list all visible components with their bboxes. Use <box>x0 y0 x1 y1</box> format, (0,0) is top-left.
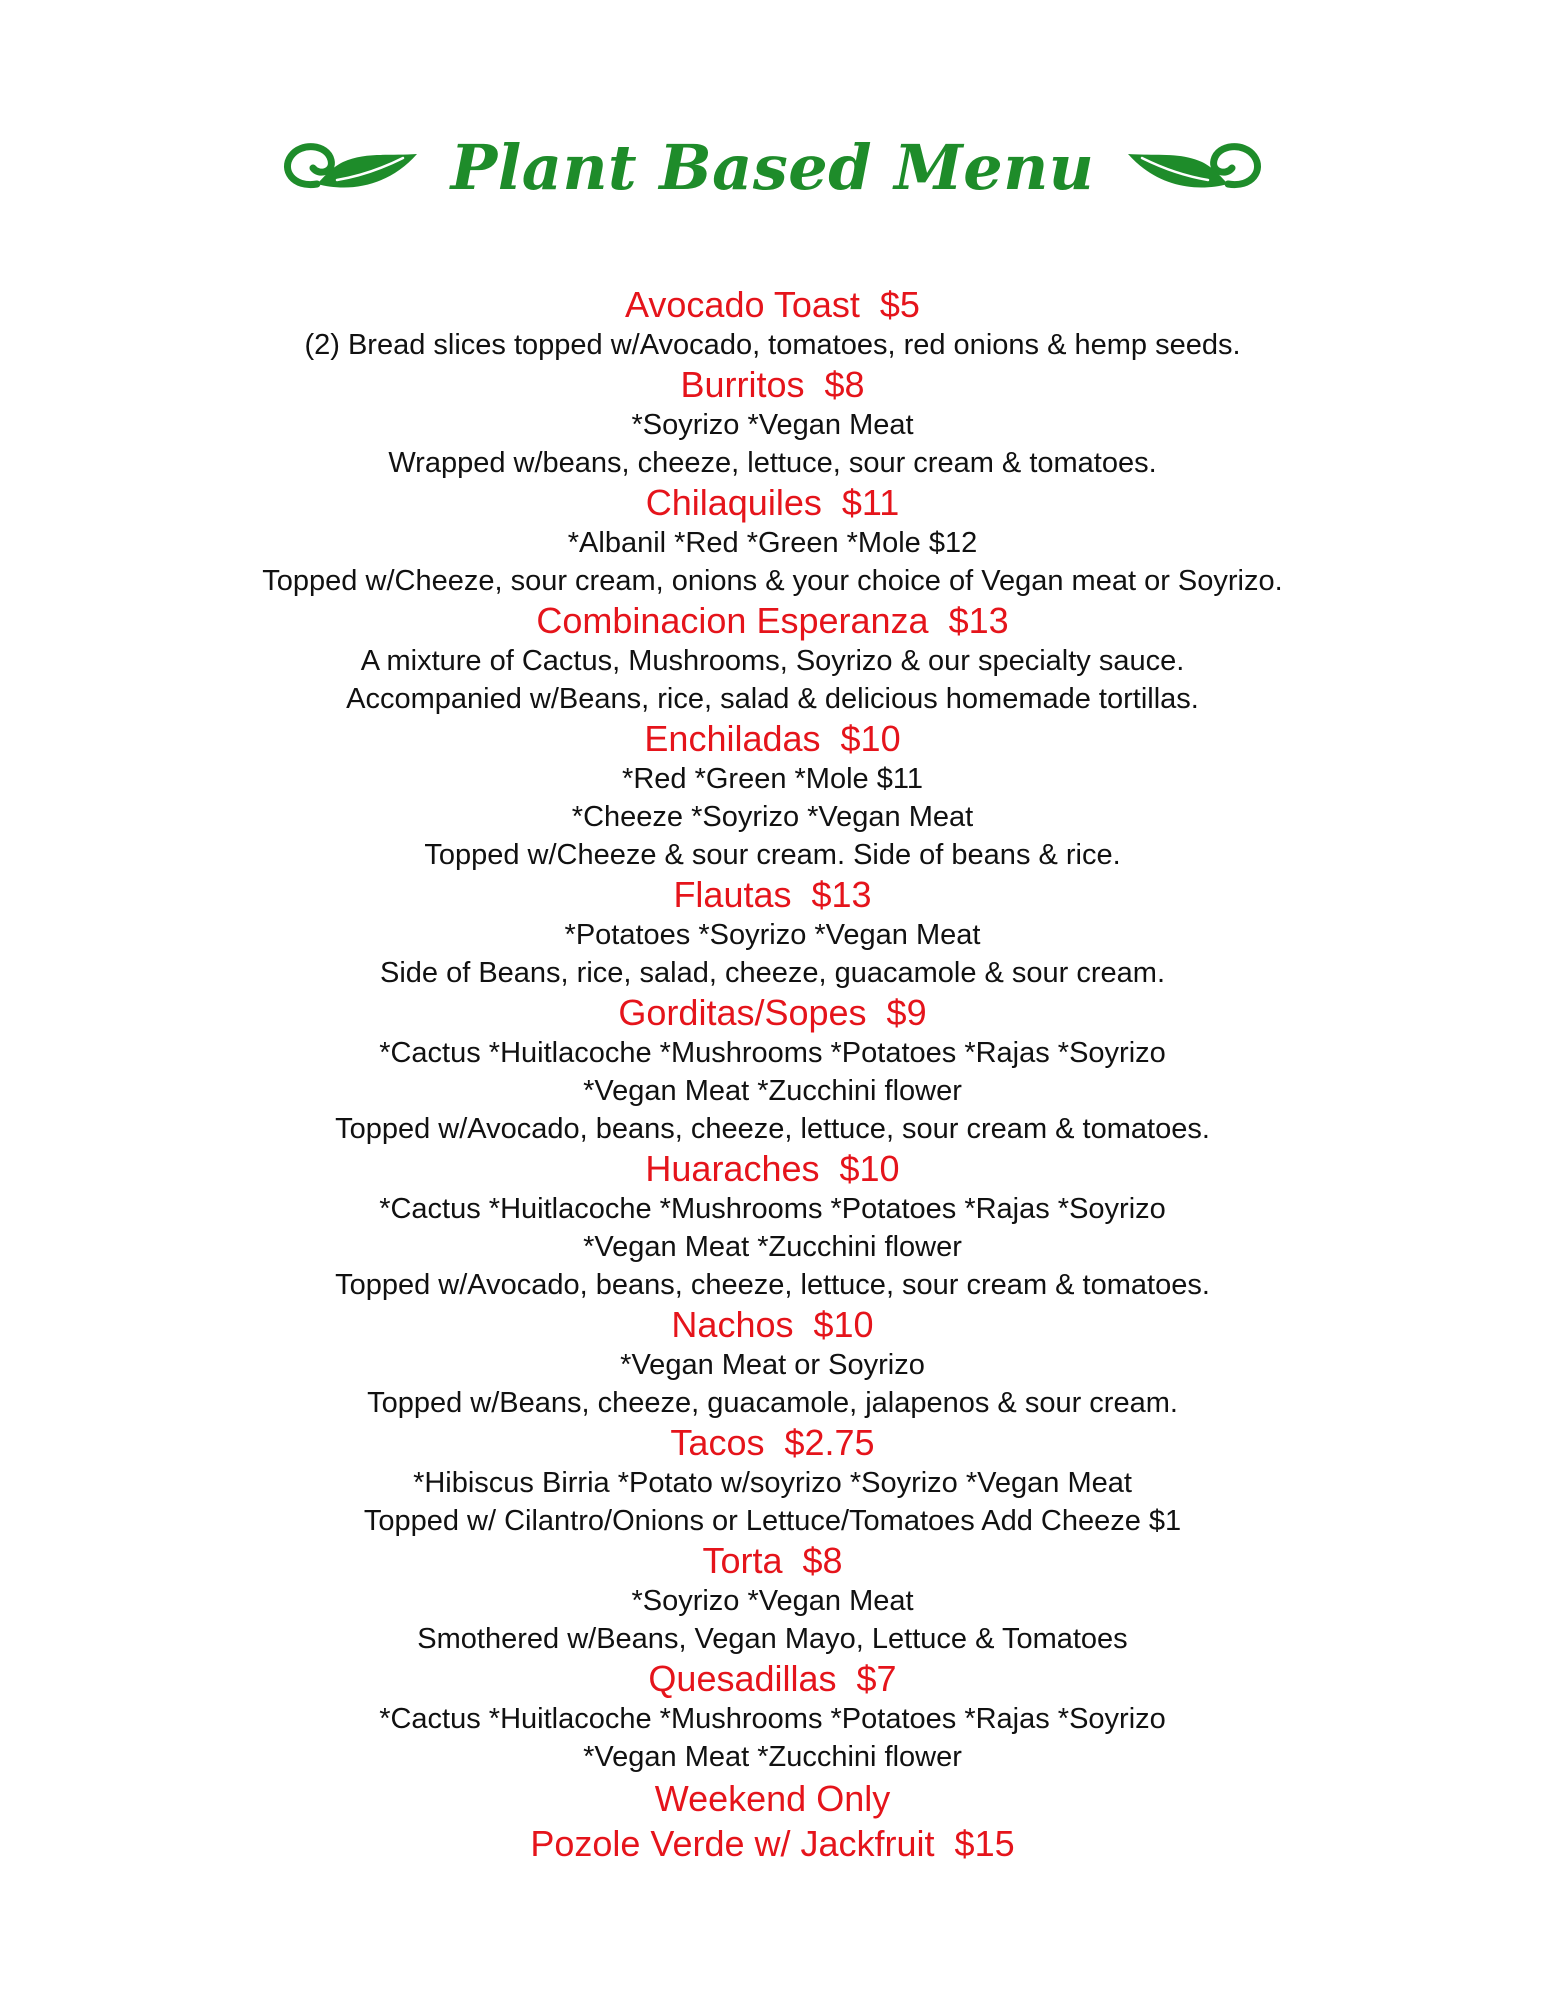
menu-item-name: Quesadillas $7 <box>648 1658 897 1699</box>
menu-item-options: *Potatoes *Soyrizo *Vegan Meat <box>564 919 981 951</box>
menu-item-options: *Cactus *Huitlacoche *Mushrooms *Potatoes *Rajas *Soyrizo <box>379 1037 1166 1069</box>
weekend-only-label: Weekend Only <box>654 1778 891 1819</box>
menu-item-options: *Vegan Meat *Zucchini flower <box>583 1231 962 1263</box>
menu-item-options: *Albanil *Red *Green *Mole $12 <box>567 527 978 559</box>
menu-item-name: Avocado Toast $5 <box>625 284 920 325</box>
menu-item-description: Topped w/Avocado, beans, cheeze, lettuce, sour cream & tomatoes. <box>335 1269 1210 1301</box>
weekend-special-item: Pozole Verde w/ Jackfruit $15 <box>530 1823 1015 1864</box>
menu-item-name: Tacos $2.75 <box>670 1422 875 1463</box>
menu-item-name: Combinacion Esperanza $13 <box>536 600 1009 641</box>
menu-item-description: Topped w/Cheeze & sour cream. Side of beans & rice. <box>424 839 1121 871</box>
menu-item-options: *Cactus *Huitlacoche *Mushrooms *Potatoes *Rajas *Soyrizo <box>379 1703 1166 1735</box>
menu-item-description: Topped w/ Cilantro/Onions or Lettuce/Tomatoes Add Cheeze $1 <box>363 1505 1182 1537</box>
menu-item-options: *Soyrizo *Vegan Meat <box>631 1585 914 1617</box>
menu-header <box>0 112 1545 222</box>
menu-item-description: Topped w/Beans, cheeze, guacamole, jalapenos & sour cream. <box>367 1387 1178 1419</box>
menu-item-name: Enchiladas $10 <box>644 718 901 759</box>
menu-item-options: *Soyrizo *Vegan Meat <box>631 409 914 441</box>
menu-item-name: Gorditas/Sopes $9 <box>618 992 927 1033</box>
leaf-swirl-icon <box>1118 132 1268 202</box>
menu-item-options: *Vegan Meat *Zucchini flower <box>583 1741 962 1773</box>
leaf-swirl-icon <box>277 132 427 202</box>
menu-item-options: *Vegan Meat *Zucchini flower <box>583 1075 962 1107</box>
menu-item-description: Wrapped w/beans, cheeze, lettuce, sour cream & tomatoes. <box>388 447 1157 479</box>
menu-item-name: Nachos $10 <box>671 1304 874 1345</box>
page-title: Plant Based Menu <box>450 130 1095 204</box>
menu-list <box>0 284 1545 1866</box>
menu-item-options: *Cactus *Huitlacoche *Mushrooms *Potatoes *Rajas *Soyrizo <box>379 1193 1166 1225</box>
menu-item-options: *Cheeze *Soyrizo *Vegan Meat <box>571 801 974 833</box>
menu-item-description: Side of Beans, rice, salad, cheeze, guacamole & sour cream. <box>379 957 1166 989</box>
menu-item-name: Huaraches $10 <box>645 1148 900 1189</box>
menu-item-name: Burritos $8 <box>680 364 865 405</box>
menu-item-options: *Red *Green *Mole $11 <box>622 763 923 795</box>
menu-item-description: A mixture of Cactus, Mushrooms, Soyrizo & our specialty sauce. <box>360 645 1185 677</box>
menu-item-name: Chilaquiles $11 <box>645 482 900 523</box>
menu-item-description: Accompanied w/Beans, rice, salad & delicious homemade tortillas. <box>346 683 1199 715</box>
menu-item-description: Topped w/Cheeze, sour cream, onions & your choice of Vegan meat or Soyrizo. <box>262 565 1283 597</box>
menu-item-description: (2) Bread slices topped w/Avocado, tomatoes, red onions & hemp seeds. <box>304 329 1241 361</box>
menu-item-description: Smothered w/Beans, Vegan Mayo, Lettuce & Tomatoes <box>417 1623 1128 1655</box>
menu-item-options: *Hibiscus Birria *Potato w/soyrizo *Soyrizo *Vegan Meat <box>413 1467 1132 1499</box>
menu-item-name: Flautas $13 <box>673 874 872 915</box>
menu-item-description: Topped w/Avocado, beans, cheeze, lettuce, sour cream & tomatoes. <box>335 1113 1210 1145</box>
menu-item-options: *Vegan Meat or Soyrizo <box>620 1349 925 1381</box>
menu-item-name: Torta $8 <box>702 1540 843 1581</box>
